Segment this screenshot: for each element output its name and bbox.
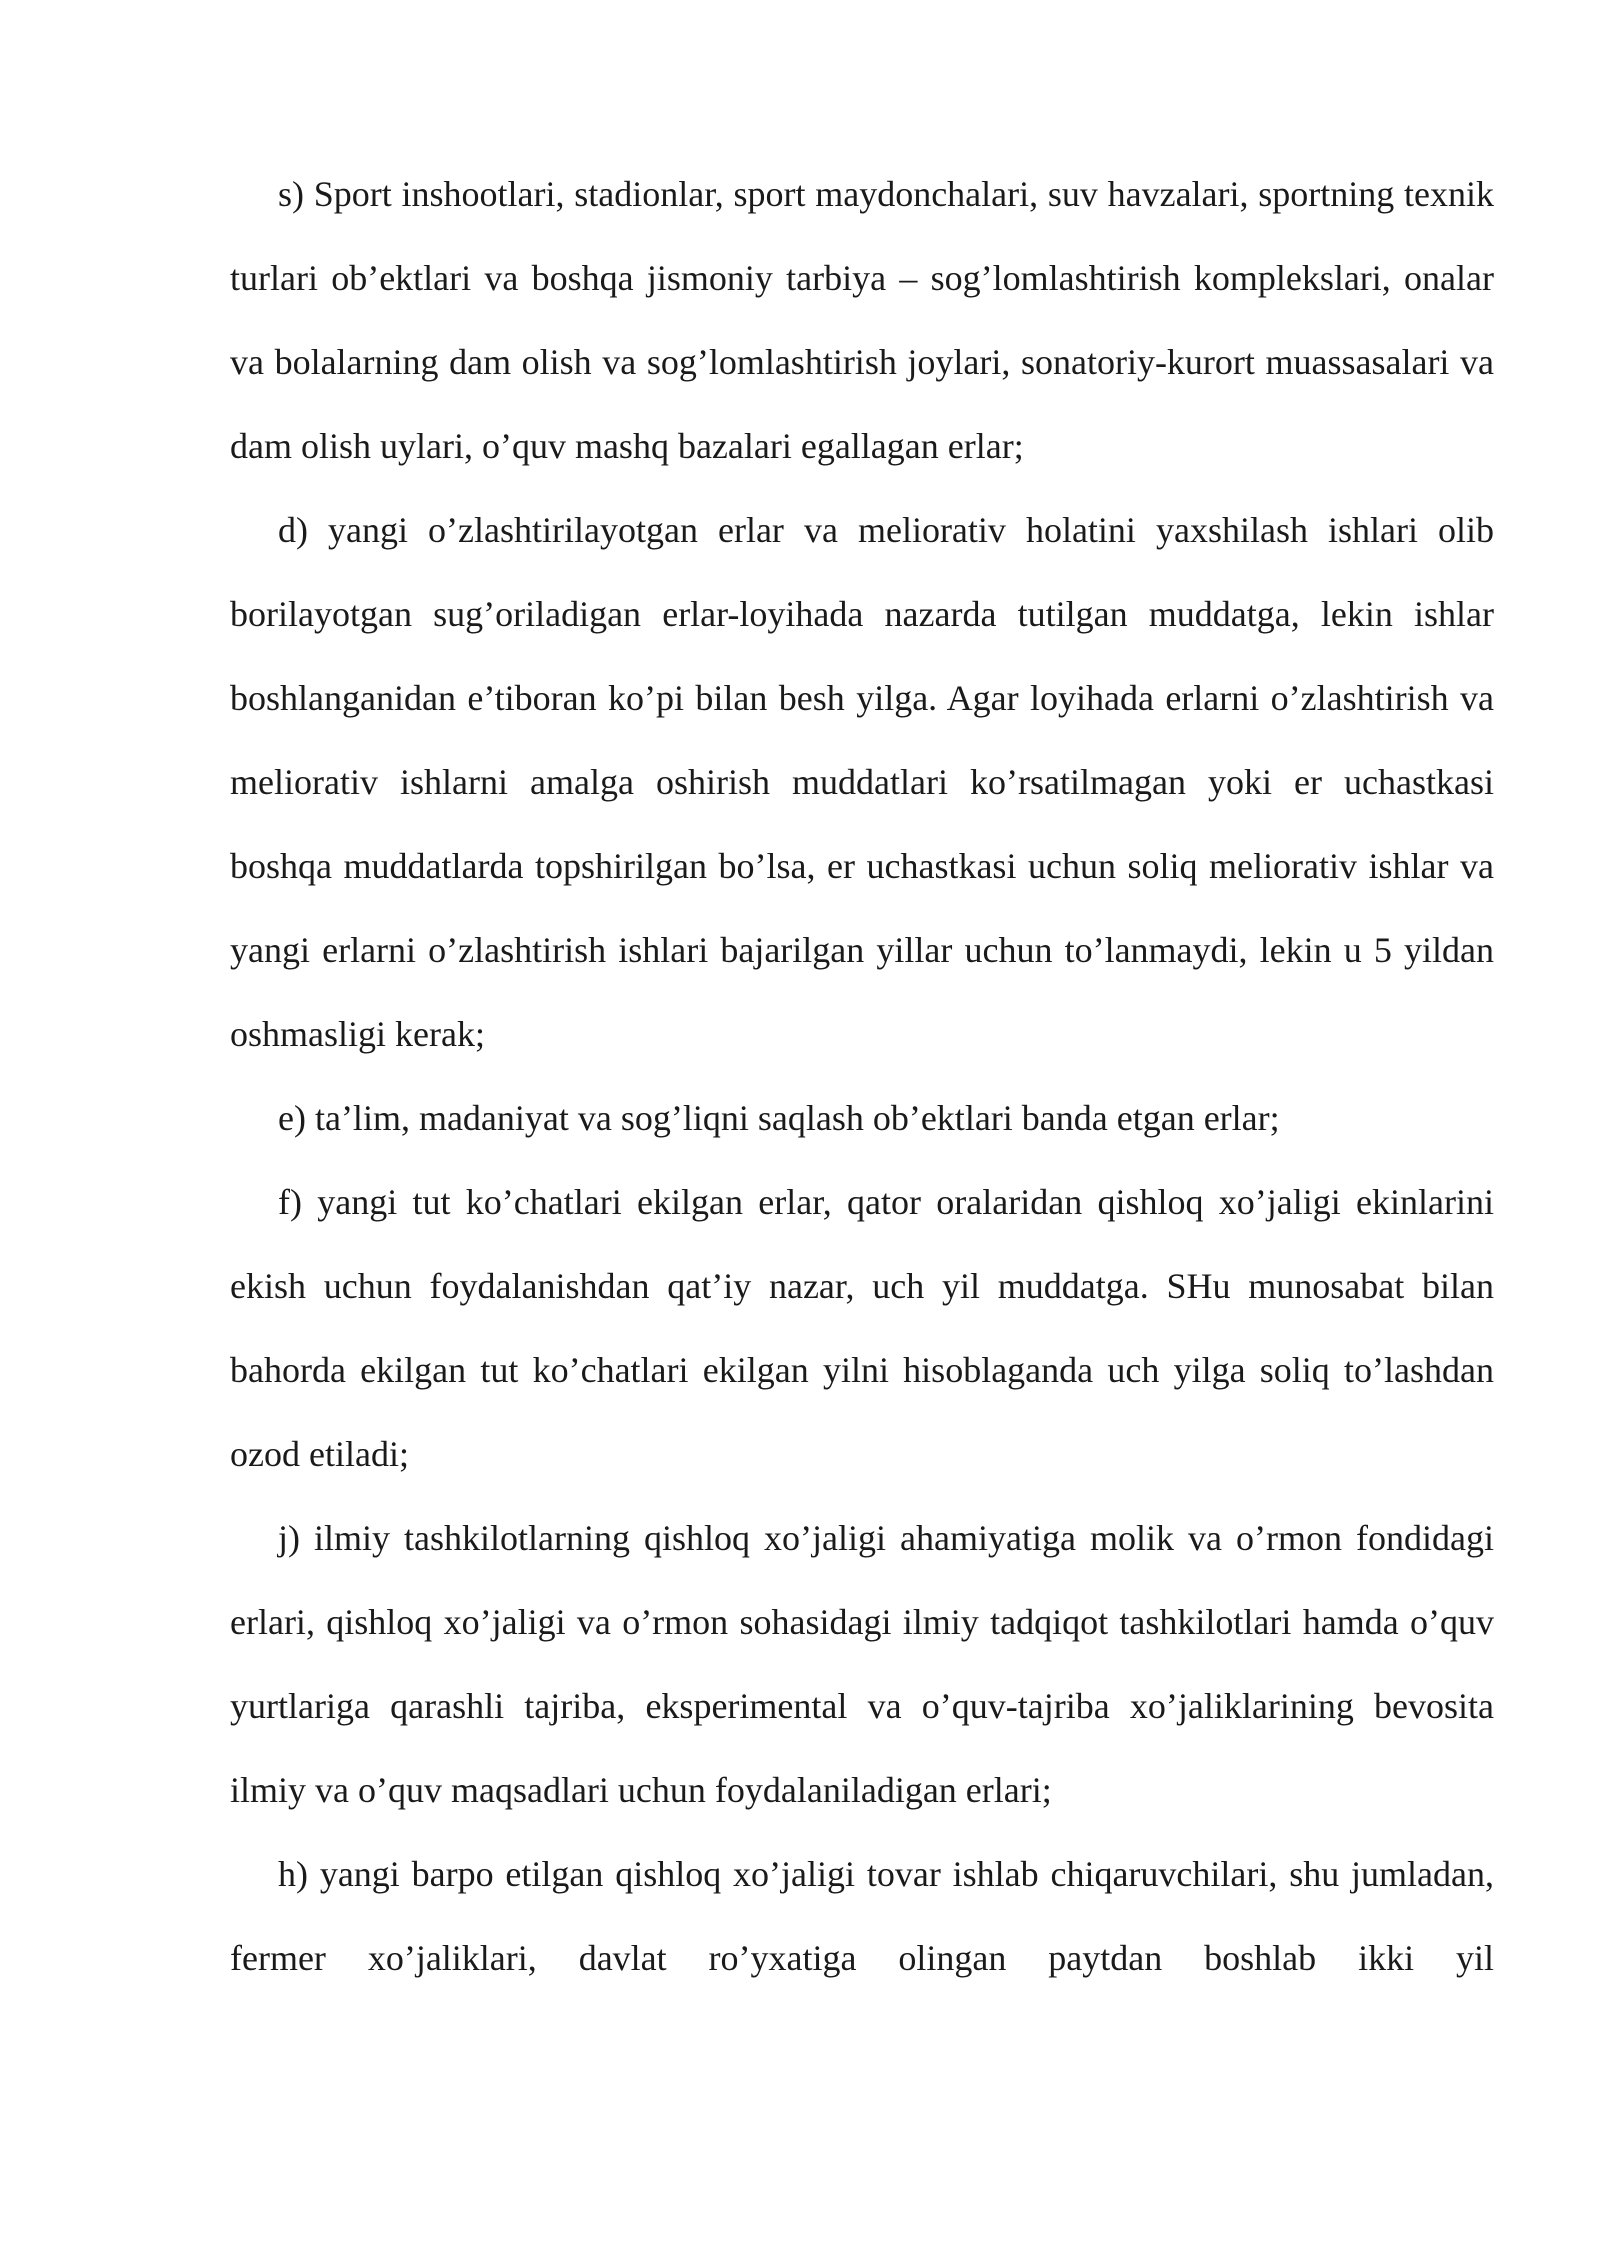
paragraph-e: e) ta’lim, madaniyat va sog’liqni saqlash ob’ektlari banda etgan erlar; — [278, 1098, 1280, 1138]
document-body — [230, 152, 1494, 2000]
paragraph-h: h) yangi barpo etilgan qishloq xo’jaligi tovar ishlab chiqaruvchilari, shu jumladan, fermer xo’jaliklari, davlat ro’yxatiga olingan paytdan boshlab ikki yil — [230, 1854, 1494, 1978]
paragraph-d: d) yangi o’zlashtirilayotgan erlar va meliorativ holatini yaxshilash ishlari olib borilayotgan sug’oriladigan erlar-loyihada nazarda tutilgan muddatga, lekin ishlar boshlanganidan e’tiboran ko’pi bilan besh yilga. Agar loyihada erlarni o’zlashtirish va meliorativ ishlarni amalga oshirish muddatlari ko’rsatilmagan yoki er uchastkasi boshqa muddatlarda topshirilgan bo’lsa, er uchastkasi uchun soliq meliorativ ishlar va yangi erlarni o’zlashtirish ishlari bajarilgan yillar uchun to’lanmaydi, lekin u 5 yildan oshmasligi kerak; — [230, 510, 1494, 1054]
paragraph-j: j) ilmiy tashkilotlarning qishloq xo’jaligi ahamiyatiga molik va o’rmon fondidagi erlari, qishloq xo’jaligi va o’rmon sohasidagi ilmiy tadqiqot tashkilotlari hamda o’quv yurtlariga qarashli tajriba, eksperimental va o’quv-tajriba xo’jaliklarining bevosita ilmiy va o’quv maqsadlari uchun foydalaniladigan erlari; — [230, 1518, 1494, 1810]
paragraph-f: f) yangi tut ko’chatlari ekilgan erlar, qator oralaridan qishloq xo’jaligi ekinlarini ekish uchun foydalanishdan qat’iy nazar, uch yil muddatga. SHu munosabat bilan bahorda ekilgan tut ko’chatlari ekilgan yilni hisoblaganda uch yilga soliq to’lashdan ozod etiladi; — [230, 1182, 1494, 1474]
paragraph-s: s) Sport inshootlari, stadionlar, sport maydonchalari, suv havzalari, sportning texnik turlari ob’ektlari va boshqa jismoniy tarbiya – sog’lomlashtirish komplekslari, onalar va bolalarning dam olish va sog’lomlashtirish joylari, sonatoriy-kurort muassasalari va dam olish uylari, o’quv mashq bazalari egallagan erlar; — [230, 174, 1494, 466]
